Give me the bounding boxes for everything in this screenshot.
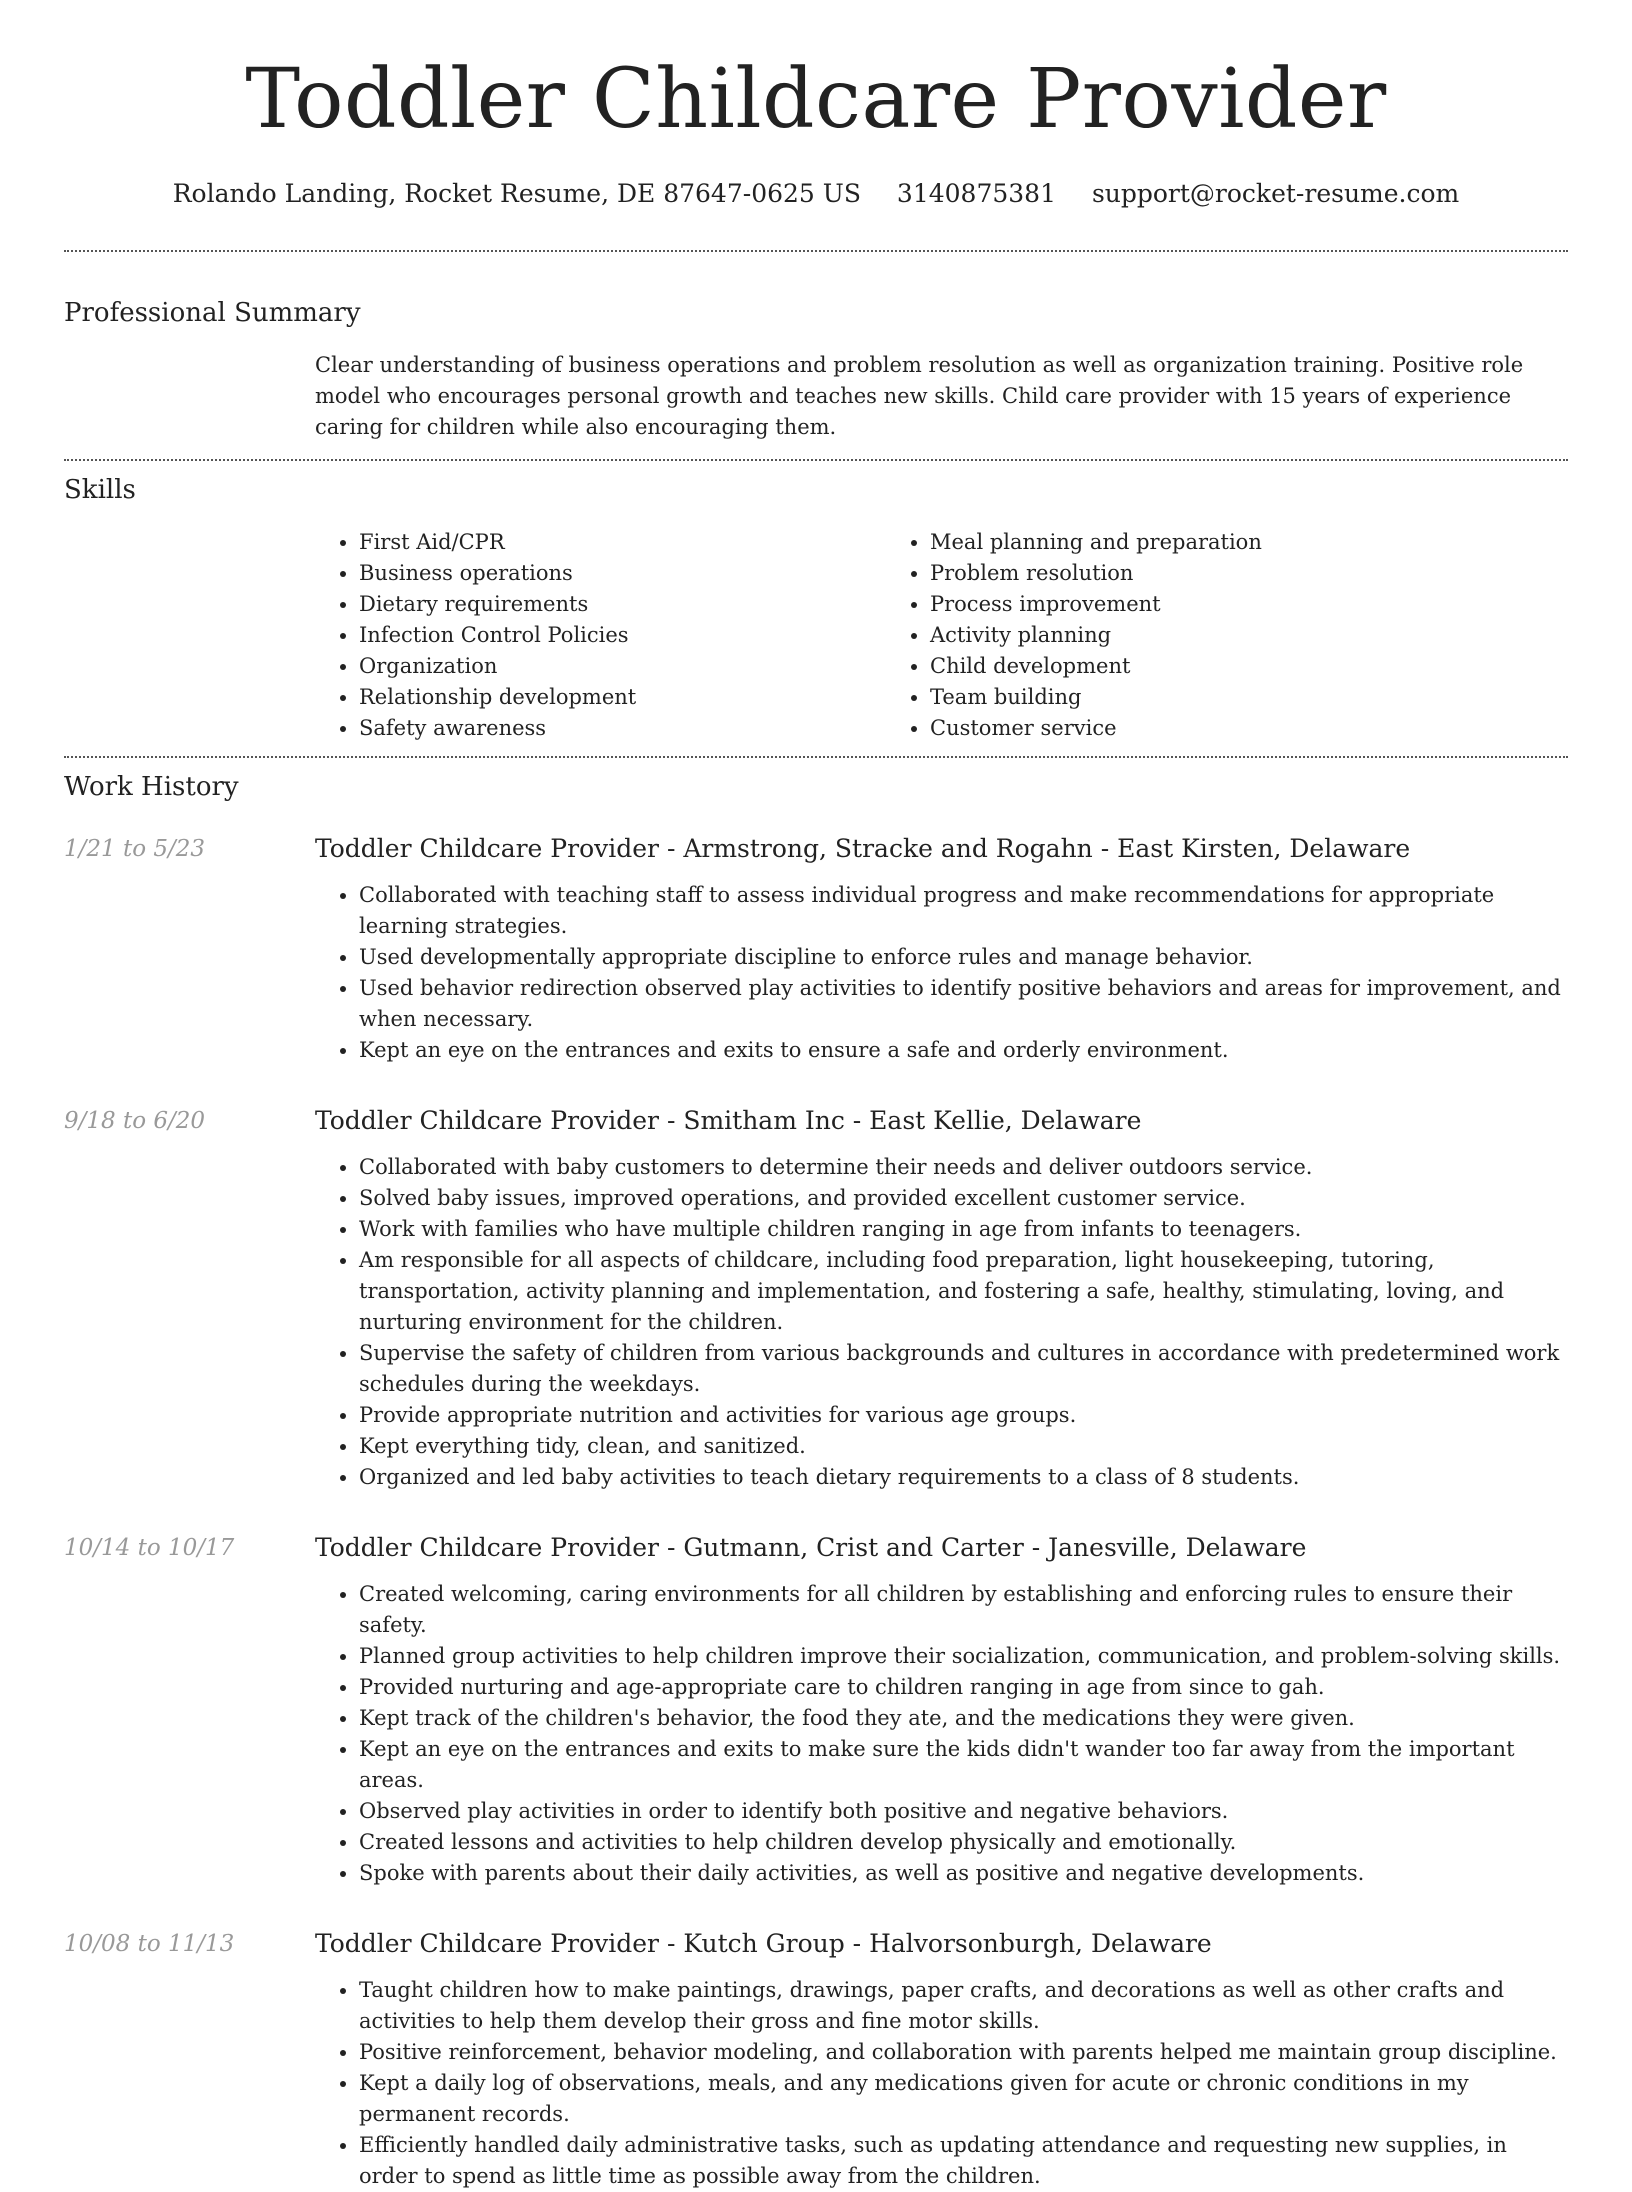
job-bullet: • Work with families who have multiple children ranging in age from infants to teenagers. — [359, 1214, 1568, 1245]
job-heading: Toddler Childcare Provider - Armstrong, Stracke and Rogahn - East Kirsten, Delaware — [315, 834, 1411, 863]
contact-email: support@rocket-resume.com — [1091, 179, 1460, 208]
skill-item: • Relationship development — [359, 682, 886, 713]
job-dates: 9/18 to 6/20 — [64, 1108, 206, 1134]
job-bullet: • Kept an eye on the entrances and exits to ensure a safe and orderly environment. — [359, 1035, 1568, 1066]
job-bullet: • Kept track of the children's behavior, the food they ate, and the medications they were given. — [359, 1703, 1568, 1734]
skill-item: • Team building — [930, 682, 1457, 713]
job-bullet: • Kept a daily log of observations, meals, and any medications given for acute or chronic conditions in my permanent records. — [359, 2068, 1568, 2130]
job-body — [315, 1929, 1568, 2192]
job-body — [315, 834, 1568, 1066]
job-bullet: • Created lessons and activities to help children develop physically and emotionally. — [359, 1827, 1568, 1858]
skill-item: • Problem resolution — [930, 558, 1457, 589]
resume-name: Toddler Childcare Provider — [245, 52, 1387, 147]
job-body — [315, 1533, 1568, 1889]
skill-item: • Meal planning and preparation — [930, 527, 1457, 558]
job-bullets — [315, 1152, 1568, 1493]
job-entry — [64, 834, 1568, 1066]
skill-item: • Activity planning — [930, 620, 1457, 651]
job-heading: Toddler Childcare Provider - Kutch Group - Halvorsonburgh, Delaware — [315, 1929, 1212, 1958]
contact-line — [64, 178, 1568, 210]
skills-right-list — [886, 527, 1457, 744]
job-bullet: • Collaborated with teaching staff to assess individual progress and make recommendations for appropriate learning strategies. — [359, 880, 1568, 942]
job-bullet: • Used behavior redirection observed play activities to identify positive behaviors and areas for improvement, and when necessary. — [359, 973, 1568, 1035]
skills-left-list — [315, 527, 886, 744]
job-dates: 10/14 to 10/17 — [64, 1535, 235, 1561]
skill-item: • Dietary requirements — [359, 589, 886, 620]
skill-item: • Process improvement — [930, 589, 1457, 620]
job-dates: 10/08 to 11/13 — [64, 1931, 235, 1957]
skills-title: Skills — [64, 475, 136, 505]
job-entry — [64, 1106, 1568, 1493]
contact-address: Rolando Landing, Rocket Resume, DE 87647-0625 US — [172, 179, 861, 208]
job-bullet: • Solved baby issues, improved operations, and provided excellent customer service. — [359, 1183, 1568, 1214]
job-entry — [64, 1929, 1568, 2192]
job-entry — [64, 1533, 1568, 1889]
job-bullet: • Collaborated with baby customers to determine their needs and deliver outdoors service. — [359, 1152, 1568, 1183]
job-bullets — [315, 1579, 1568, 1889]
job-bullet: • Used developmentally appropriate discipline to enforce rules and manage behavior. — [359, 942, 1568, 973]
job-bullet: • Spoke with parents about their daily activities, as well as positive and negative developments. — [359, 1858, 1568, 1889]
job-bullet: • Provided nurturing and age-appropriate care to children ranging in age from since to gah. — [359, 1672, 1568, 1703]
summary-text: Clear understanding of business operations and problem resolution as well as organization training. Positive role model who encourages personal growth and teaches new skills. Child care provider with 15 years of experience caring for children while also encouraging them. — [315, 353, 1524, 439]
job-heading: Toddler Childcare Provider - Gutmann, Crist and Carter - Janesville, Delaware — [315, 1533, 1307, 1562]
skill-item: • Child development — [930, 651, 1457, 682]
contact-phone: 3140875381 — [896, 179, 1056, 208]
job-bullet: • Positive reinforcement, behavior modeling, and collaboration with parents helped me maintain group discipline. — [359, 2037, 1568, 2068]
job-body — [315, 1106, 1568, 1493]
job-bullet: • Kept everything tidy, clean, and sanitized. — [359, 1431, 1568, 1462]
job-heading: Toddler Childcare Provider - Smitham Inc - East Kellie, Delaware — [315, 1106, 1142, 1135]
divider — [64, 250, 1568, 252]
divider — [64, 756, 1568, 758]
skill-item: • Infection Control Policies — [359, 620, 886, 651]
divider — [64, 459, 1568, 461]
skill-item: • Safety awareness — [359, 713, 886, 744]
job-bullet: • Planned group activities to help children improve their socialization, communication, and problem-solving skills. — [359, 1641, 1568, 1672]
job-bullet: • Observed play activities in order to identify both positive and negative behaviors. — [359, 1796, 1568, 1827]
work-history-title: Work History — [64, 772, 239, 802]
job-bullets — [315, 880, 1568, 1066]
job-bullet: • Provide appropriate nutrition and activities for various age groups. — [359, 1400, 1568, 1431]
skills-grid — [315, 527, 1568, 744]
skill-item: • Customer service — [930, 713, 1457, 744]
summary-title: Professional Summary — [64, 298, 361, 328]
skill-item: • Business operations — [359, 558, 886, 589]
job-bullets — [315, 1975, 1568, 2192]
job-bullet: • Efficiently handled daily administrative tasks, such as updating attendance and requesting new supplies, in order to spend as little time as possible away from the children. — [359, 2130, 1568, 2192]
job-dates: 1/21 to 5/23 — [64, 836, 206, 862]
job-bullet: • Organized and led baby activities to teach dietary requirements to a class of 8 students. — [359, 1462, 1568, 1493]
job-bullet: • Created welcoming, caring environments for all children by establishing and enforcing rules to ensure their safety. — [359, 1579, 1568, 1641]
skill-item: • First Aid/CPR — [359, 527, 886, 558]
skill-item: • Organization — [359, 651, 886, 682]
job-bullet: • Kept an eye on the entrances and exits to make sure the kids didn't wander too far away from the important areas. — [359, 1734, 1568, 1796]
job-bullet: • Supervise the safety of children from various backgrounds and cultures in accordance with predetermined work schedules during the weekdays. — [359, 1338, 1568, 1400]
job-bullet: • Am responsible for all aspects of childcare, including food preparation, light housekeeping, tutoring, transportation, activity planning and implementation, and fostering a safe, healthy, stimulating, loving, and nurturing environment for the children. — [359, 1245, 1568, 1338]
job-bullet: • Taught children how to make paintings, drawings, paper crafts, and decorations as well as other crafts and activities to help them develop their gross and fine motor skills. — [359, 1975, 1568, 2037]
